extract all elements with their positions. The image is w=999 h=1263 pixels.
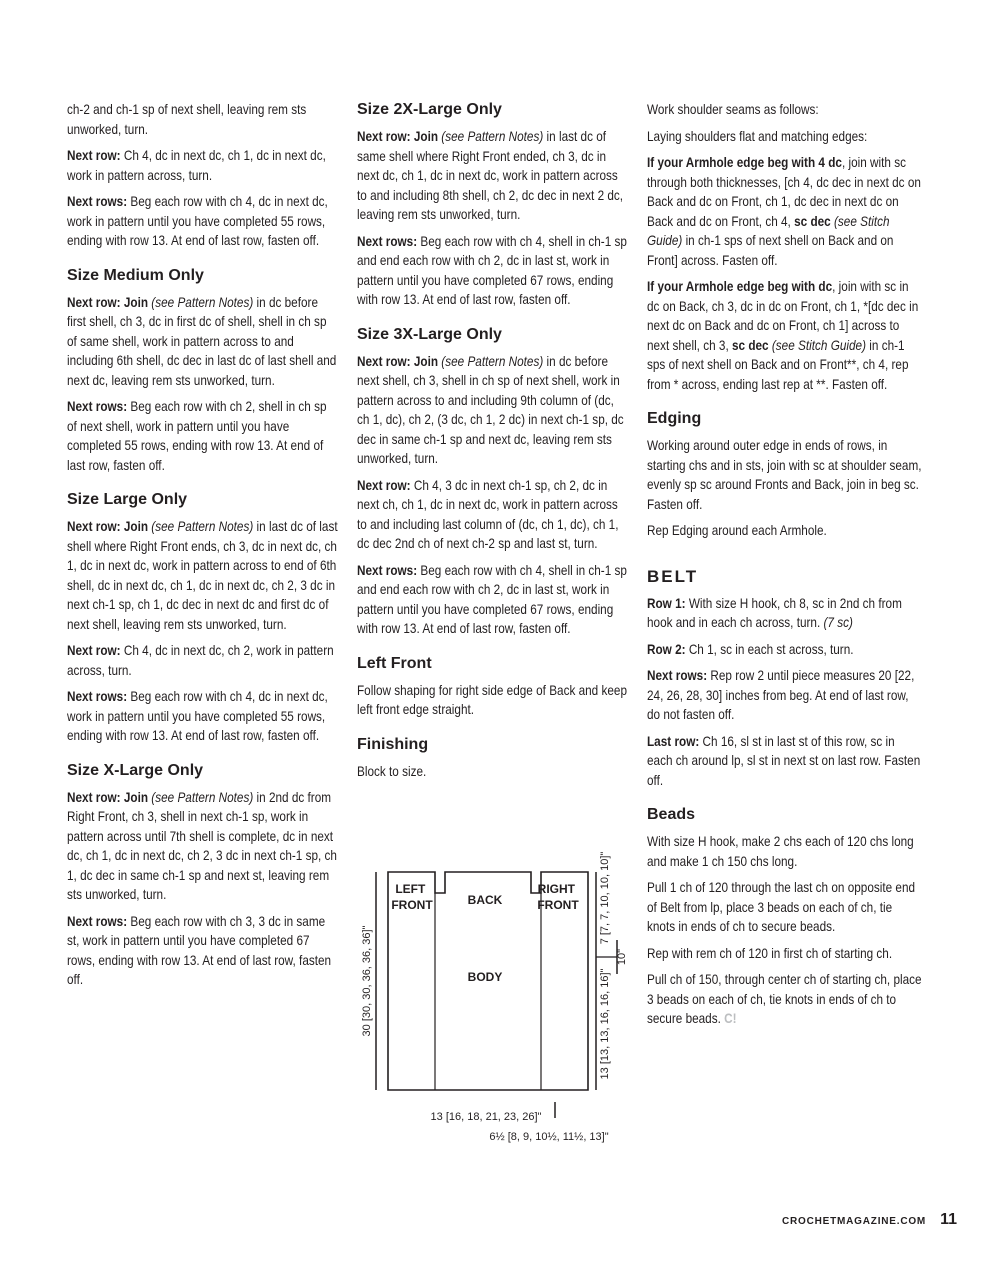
brand-mark: C!: [724, 1010, 737, 1026]
dim-label-height: 30 [30, 30, 36, 36, 36]": [361, 925, 373, 1037]
paragraph: Next row: Ch 4, 3 dc in next ch-1 sp, ch 2, dc in next ch, ch 1, dc in next dc, work in pattern across to and including last column of (dc, ch 1, dc), ch 1, dc dec 2nd ch of next ch-2 sp and last st, turn.: [357, 476, 619, 551]
paragraph: Next rows: Beg each row with ch 4, shell in ch-1 sp and end each row with ch 2, dc in last st, work in pattern until you have completed 67 rows, ending with row 13. At end of last row, fasten off.: [357, 232, 627, 307]
paragraph: Next row: Join (see Pattern Notes) in dc before first shell, ch 3, dc in first dc of shell, shell in ch sp of same shell, work in pattern across to and including 6th shell, dc dec in last dc of last shell and next dc, leaving rem sts unworked, turn.: [67, 293, 337, 388]
paragraph: Next rows: Rep row 2 until piece measures 20 [22, 24, 26, 28, 30] inches from beg. At end of last row, do not fasten off.: [647, 667, 915, 722]
page-number: 11: [940, 1211, 957, 1228]
paragraph: Follow shaping for right side edge of Back and keep left front edge straight.: [357, 681, 627, 717]
paragraph: Pull ch of 150, through center ch of starting ch, place 3 beads on each of ch, tie knots in ends of ch to secure beads. C!: [647, 971, 922, 1026]
label-right-front: RIGHT FRONT: [537, 882, 579, 912]
paragraph: Block to size.: [357, 762, 427, 779]
label-left-front: LEFT FRONT: [391, 882, 433, 912]
schematic-diagram: [355, 838, 640, 1153]
paragraph: If your Armhole edge beg with 4 dc, join with sc through both thicknesses, [ch 4, dc dec in next dc on Back and dc on Front, ch 1, dc dec in next dc on Back and dc on Front, ch 4, sc dec (see Stitch Guide) in ch-1 sps of next shell on Back and on Front] across. Fasten off.: [647, 154, 921, 268]
paragraph: Next rows: Beg each row with ch 4, dc in next dc, work in pattern until you have completed 55 rows, ending with row 13. At end of last row, fasten off.: [67, 688, 328, 743]
paragraph: Next row: Ch 4, dc in next dc, ch 1, dc in next dc, work in pattern across, turn.: [67, 147, 326, 183]
paragraph: Next row: Join (see Pattern Notes) in 2nd dc from Right Front, ch 3, shell in next ch-1 sp, work in pattern across until 7th shell is complete, dc in next dc, ch 1, dc in next dc, ch 2, 3 dc in next ch-1 sp, ch 1, dc dec in same ch-1 sp and next st, leaving rem sts unworked, turn.: [67, 788, 337, 902]
paragraph: Working around outer edge in ends of rows, in starting chs and in sts, join with sc at shoulder seam, evenly sp sc around Fronts and Back, join in beg sc. Fasten off.: [647, 437, 922, 512]
dim-label-front: 6½ [8, 9, 10½, 11½, 13]": [489, 1131, 609, 1143]
dim-label-shoulder: 10": [616, 948, 628, 966]
paragraph: Next rows: Beg each row with ch 4, dc in next dc, work in pattern until you have completed 55 rows, ending with row 13. At end of last row, fasten off.: [67, 193, 328, 248]
paragraph: Last row: Ch 16, sl st in last st of this row, sc in each ch around lp, sl st in next st on last row. Fasten off.: [647, 732, 921, 788]
column-3: [647, 100, 922, 1036]
column-1: [67, 100, 339, 997]
footer-website: CROCHETMAGAZINE.COM: [781, 1216, 927, 1227]
section-heading: Beads: [647, 806, 696, 823]
paragraph: Next rows: Beg each row with ch 3, 3 dc in same st, work in pattern until you have completed 67 rows, ending with row 13. At end of last row, fasten off.: [67, 912, 332, 987]
paragraph: Row 1: With size H hook, ch 8, sc in 2nd ch from hook and in each ch across, turn. (7 sc): [647, 594, 902, 630]
dim-label-lower: 13 [13, 13, 16, 16, 16]": [599, 968, 611, 1080]
paragraph: With size H hook, make 2 chs each of 120 chs long and make 1 ch 150 chs long.: [647, 833, 914, 869]
section-heading: Size Large Only: [67, 491, 188, 508]
paragraph: Next row: Ch 4, dc in next dc, ch 2, work in pattern across, turn.: [67, 642, 334, 678]
paragraph: Pull 1 ch of 120 through the last ch on opposite end of Belt from lp, place 3 beads on each of ch, tie knots in ends of ch to secure beads.: [647, 879, 916, 934]
paragraph: Laying shoulders flat and matching edges:: [647, 127, 868, 144]
section-heading-belt: BELT: [647, 566, 699, 586]
section-heading: Size 2X-Large Only: [357, 101, 502, 118]
paragraph: Rep with rem ch of 120 in first ch of starting ch.: [647, 944, 893, 961]
paragraph: Work shoulder seams as follows:: [647, 101, 819, 117]
section-heading: Size Medium Only: [67, 266, 204, 284]
section-heading: Size 3X-Large Only: [357, 325, 502, 343]
dim-label-armhole: 7 [7, 7, 10, 10, 10]": [599, 851, 611, 945]
section-heading: Left Front: [357, 654, 432, 672]
paragraph: Next row: Join (see Pattern Notes) in last dc of same shell where Right Front ended, ch 3, dc in next dc, ch 1, dc in next dc, work in pattern across to and including 8th shell, ch 2, dc dec in next 2 dc, leaving rem sts unworked, turn.: [357, 128, 624, 222]
section-heading: Size X-Large Only: [67, 761, 204, 779]
paragraph: Next row: Join (see Pattern Notes) in dc before next shell, ch 3, shell in ch sp of next shell, work in pattern across to and including 9th column of (dc, ch 1, dc), ch 2, (3 dc, ch 1, 2 dc) in next ch-1 sp, dc dec in same ch-1 sp and next dc, leaving rem sts unworked, turn.: [357, 352, 624, 466]
label-body: BODY: [467, 970, 503, 984]
paragraph: Row 2: Ch 1, sc in each st across, turn.: [647, 640, 854, 657]
paragraph: Next row: Join (see Pattern Notes) in last dc of last shell where Right Front ends, ch 3, dc in next dc, ch 1, dc in next dc, work in pattern across to end of 6th shell, dc in next dc, ch 1, dc in next dc, ch 2, 3 dc in next ch-1 sp, ch 1, dc dec in next dc and first dc of next shell, leaving rem sts unworked, turn.: [67, 518, 338, 632]
paragraph: Next rows: Beg each row with ch 4, shell in ch-1 sp and end each row with ch 2, dc in last st, work in pattern until you have completed 67 rows, ending with row 13. At end of last row, fasten off.: [357, 561, 627, 636]
column-2: [357, 100, 629, 788]
page-footer: [782, 1211, 957, 1229]
paragraph: ch-2 and ch-1 sp of next shell, leaving rem sts unworked, turn.: [67, 101, 307, 137]
label-back: BACK: [467, 893, 503, 907]
paragraph: Rep Edging around each Armhole.: [647, 522, 827, 538]
paragraph: Next rows: Beg each row with ch 2, shell in ch sp of next shell, work in pattern until you have completed 55 rows, ending with row 13. At end of last row, fasten off.: [67, 398, 327, 473]
section-heading: Finishing: [357, 735, 429, 753]
dim-label-width: 13 [16, 18, 21, 23, 26]": [430, 1111, 542, 1123]
paragraph: If your Armhole edge beg with dc, join with sc in dc on Back, ch 3, dc in dc on Front, ch 1, *[dc dec in next dc on Back and dc on Front, ch 1] across to next shell, ch 3, sc dec (see Stitch Guide) in ch-1 sps of next shell on Back and on Front**, ch 4, rep from * across, ending last rep at **. Fasten off.: [647, 278, 919, 392]
section-heading: Edging: [647, 410, 702, 427]
